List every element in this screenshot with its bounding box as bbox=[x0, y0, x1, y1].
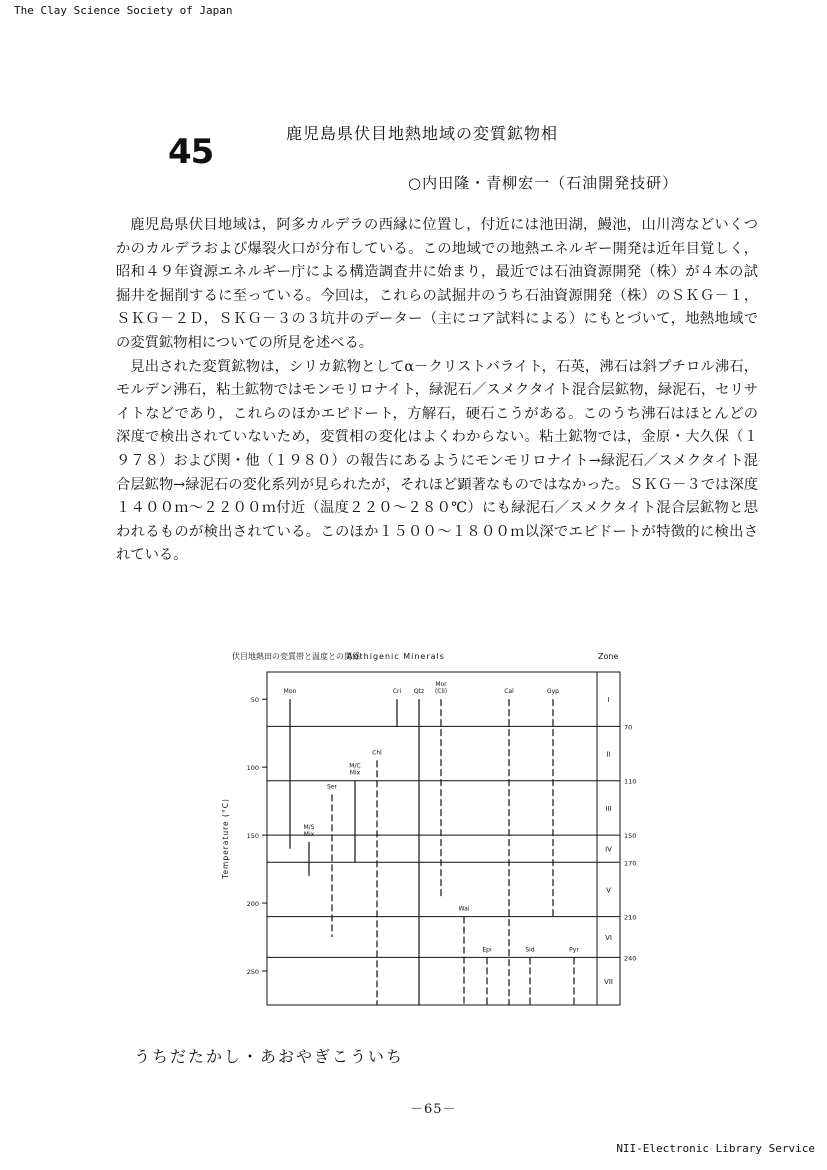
zone-label: VII bbox=[604, 978, 613, 987]
chart-title: 伏目地熱田の変質帯と温度との関係 bbox=[232, 652, 360, 661]
chart-top-label: Authigenic Minerals bbox=[347, 652, 445, 661]
y-tick-label: 150 bbox=[246, 832, 259, 841]
zone-boundary-label: 210 bbox=[624, 913, 637, 922]
mineral-label: Chl bbox=[372, 749, 382, 757]
mineral-label: (Cli) bbox=[434, 688, 448, 696]
mineral-label: Ser bbox=[327, 783, 337, 791]
mineral-label: M/S bbox=[303, 823, 315, 831]
abstract-number: 45 bbox=[168, 132, 214, 172]
mineral-label: Mix bbox=[349, 769, 361, 777]
mineral-label: Wai bbox=[458, 905, 470, 913]
mineral-label: Gyp bbox=[546, 688, 560, 696]
zone-label: I bbox=[607, 696, 610, 705]
page-number: －65－ bbox=[410, 1102, 457, 1117]
author-reading: うちだたかし・あおやぎこういち bbox=[134, 1047, 405, 1066]
mineral-label: Sid bbox=[525, 946, 535, 954]
mineral-label: Mon bbox=[283, 688, 297, 696]
society-header: The Clay Science Society of Japan bbox=[14, 4, 233, 17]
plot-frame bbox=[267, 672, 620, 1005]
paper-title: 鹿児島県伏目地熱地域の変質鉱物相 bbox=[286, 124, 559, 143]
y-tick-label: 50 bbox=[250, 696, 259, 705]
zone-label: III bbox=[605, 804, 612, 813]
y-tick-label: 250 bbox=[246, 968, 259, 977]
library-footer: NII-Electronic Library Service bbox=[616, 1142, 815, 1155]
zone-boundary-label: 70 bbox=[624, 723, 633, 732]
zone-boundary-label: 150 bbox=[624, 832, 637, 841]
abstract-body bbox=[116, 214, 758, 568]
mineral-label: Mix bbox=[303, 830, 315, 838]
zone-label: II bbox=[606, 750, 611, 759]
paragraph-1: 鹿児島県伏目地域は，阿多カルデラの西縁に位置し，付近には池田湖，鰻池，山川湾などいくつかのカルデラおよび爆裂火口が分布している。この地域での地熱エネルギー開発は近年目覚しく，昭和４９年資源エネルギー庁による構造調査井に始まり，最近では石油資源開発（株）が４本の試掘井を掘削するに至っている。今回は，これらの試掘井のうち石油資源開発（株）のＳＫＧ－１，ＳＫＧ－２Ｄ，ＳＫＧ－３の３坑井のデーター（主にコア試料による）にもとづいて，地熱地域での変質鉱物相についての所見を述べる。 bbox=[116, 217, 758, 351]
mineral-label: Mor bbox=[435, 681, 447, 689]
chart-svg bbox=[210, 645, 637, 1015]
mineral-label: Epi bbox=[482, 946, 492, 954]
zone-label: V bbox=[606, 886, 611, 895]
zone-temperature-chart bbox=[210, 645, 637, 1020]
y-axis-label: Temperature (°C) bbox=[221, 798, 230, 879]
zone-label: IV bbox=[605, 845, 612, 854]
y-tick-label: 100 bbox=[246, 764, 259, 773]
zone-boundary-label: 170 bbox=[624, 859, 637, 868]
zone-boundary-label: 110 bbox=[624, 777, 637, 786]
zone-label: VI bbox=[605, 934, 612, 943]
zone-header: Zone bbox=[598, 652, 619, 661]
y-tick-label: 200 bbox=[246, 900, 259, 909]
mineral-label: Pyr bbox=[569, 946, 579, 954]
mineral-label: M/C bbox=[349, 762, 361, 770]
mineral-label: Cal bbox=[504, 688, 514, 696]
mineral-label: Qtz bbox=[413, 688, 425, 696]
zone-boundary-label: 240 bbox=[624, 954, 637, 963]
mineral-label: Cri bbox=[392, 688, 402, 696]
author-line: ○内田隆・青柳宏一（石油開発技研） bbox=[408, 174, 679, 192]
paragraph-2: 見出された変質鉱物は，シリカ鉱物としてα－クリストバライト，石英，沸石は斜プチロル沸石，モルデン沸石，粘土鉱物ではモンモリロナイト，緑泥石／スメクタイト混合层鉱物，緑泥石，セリサイトなどであり，これらのほかエピドート，方解石，硬石こうがある。このうち沸石はほとんどの深度で検出されていないため，変質相の変化はよくわからない。粘土鉱物では，金原・大久保（１９７８）および関・他（１９８０）の報告にあるようにモンモリロナイト→緑泥石／スメクタイト混合层鉱物→緑泥石の変化系列が見られたが，それほど顕著なものではなかった。ＳＫＧ－３では深度１４００ｍ～２２００ｍ付近（温度２２０～２８０℃）にも緑泥石／スメクタイト混合层鉱物と思われるものが検出されている。このほか１５００～１８００ｍ以深でエピドートが特徴的に検出されている。 bbox=[116, 358, 758, 564]
